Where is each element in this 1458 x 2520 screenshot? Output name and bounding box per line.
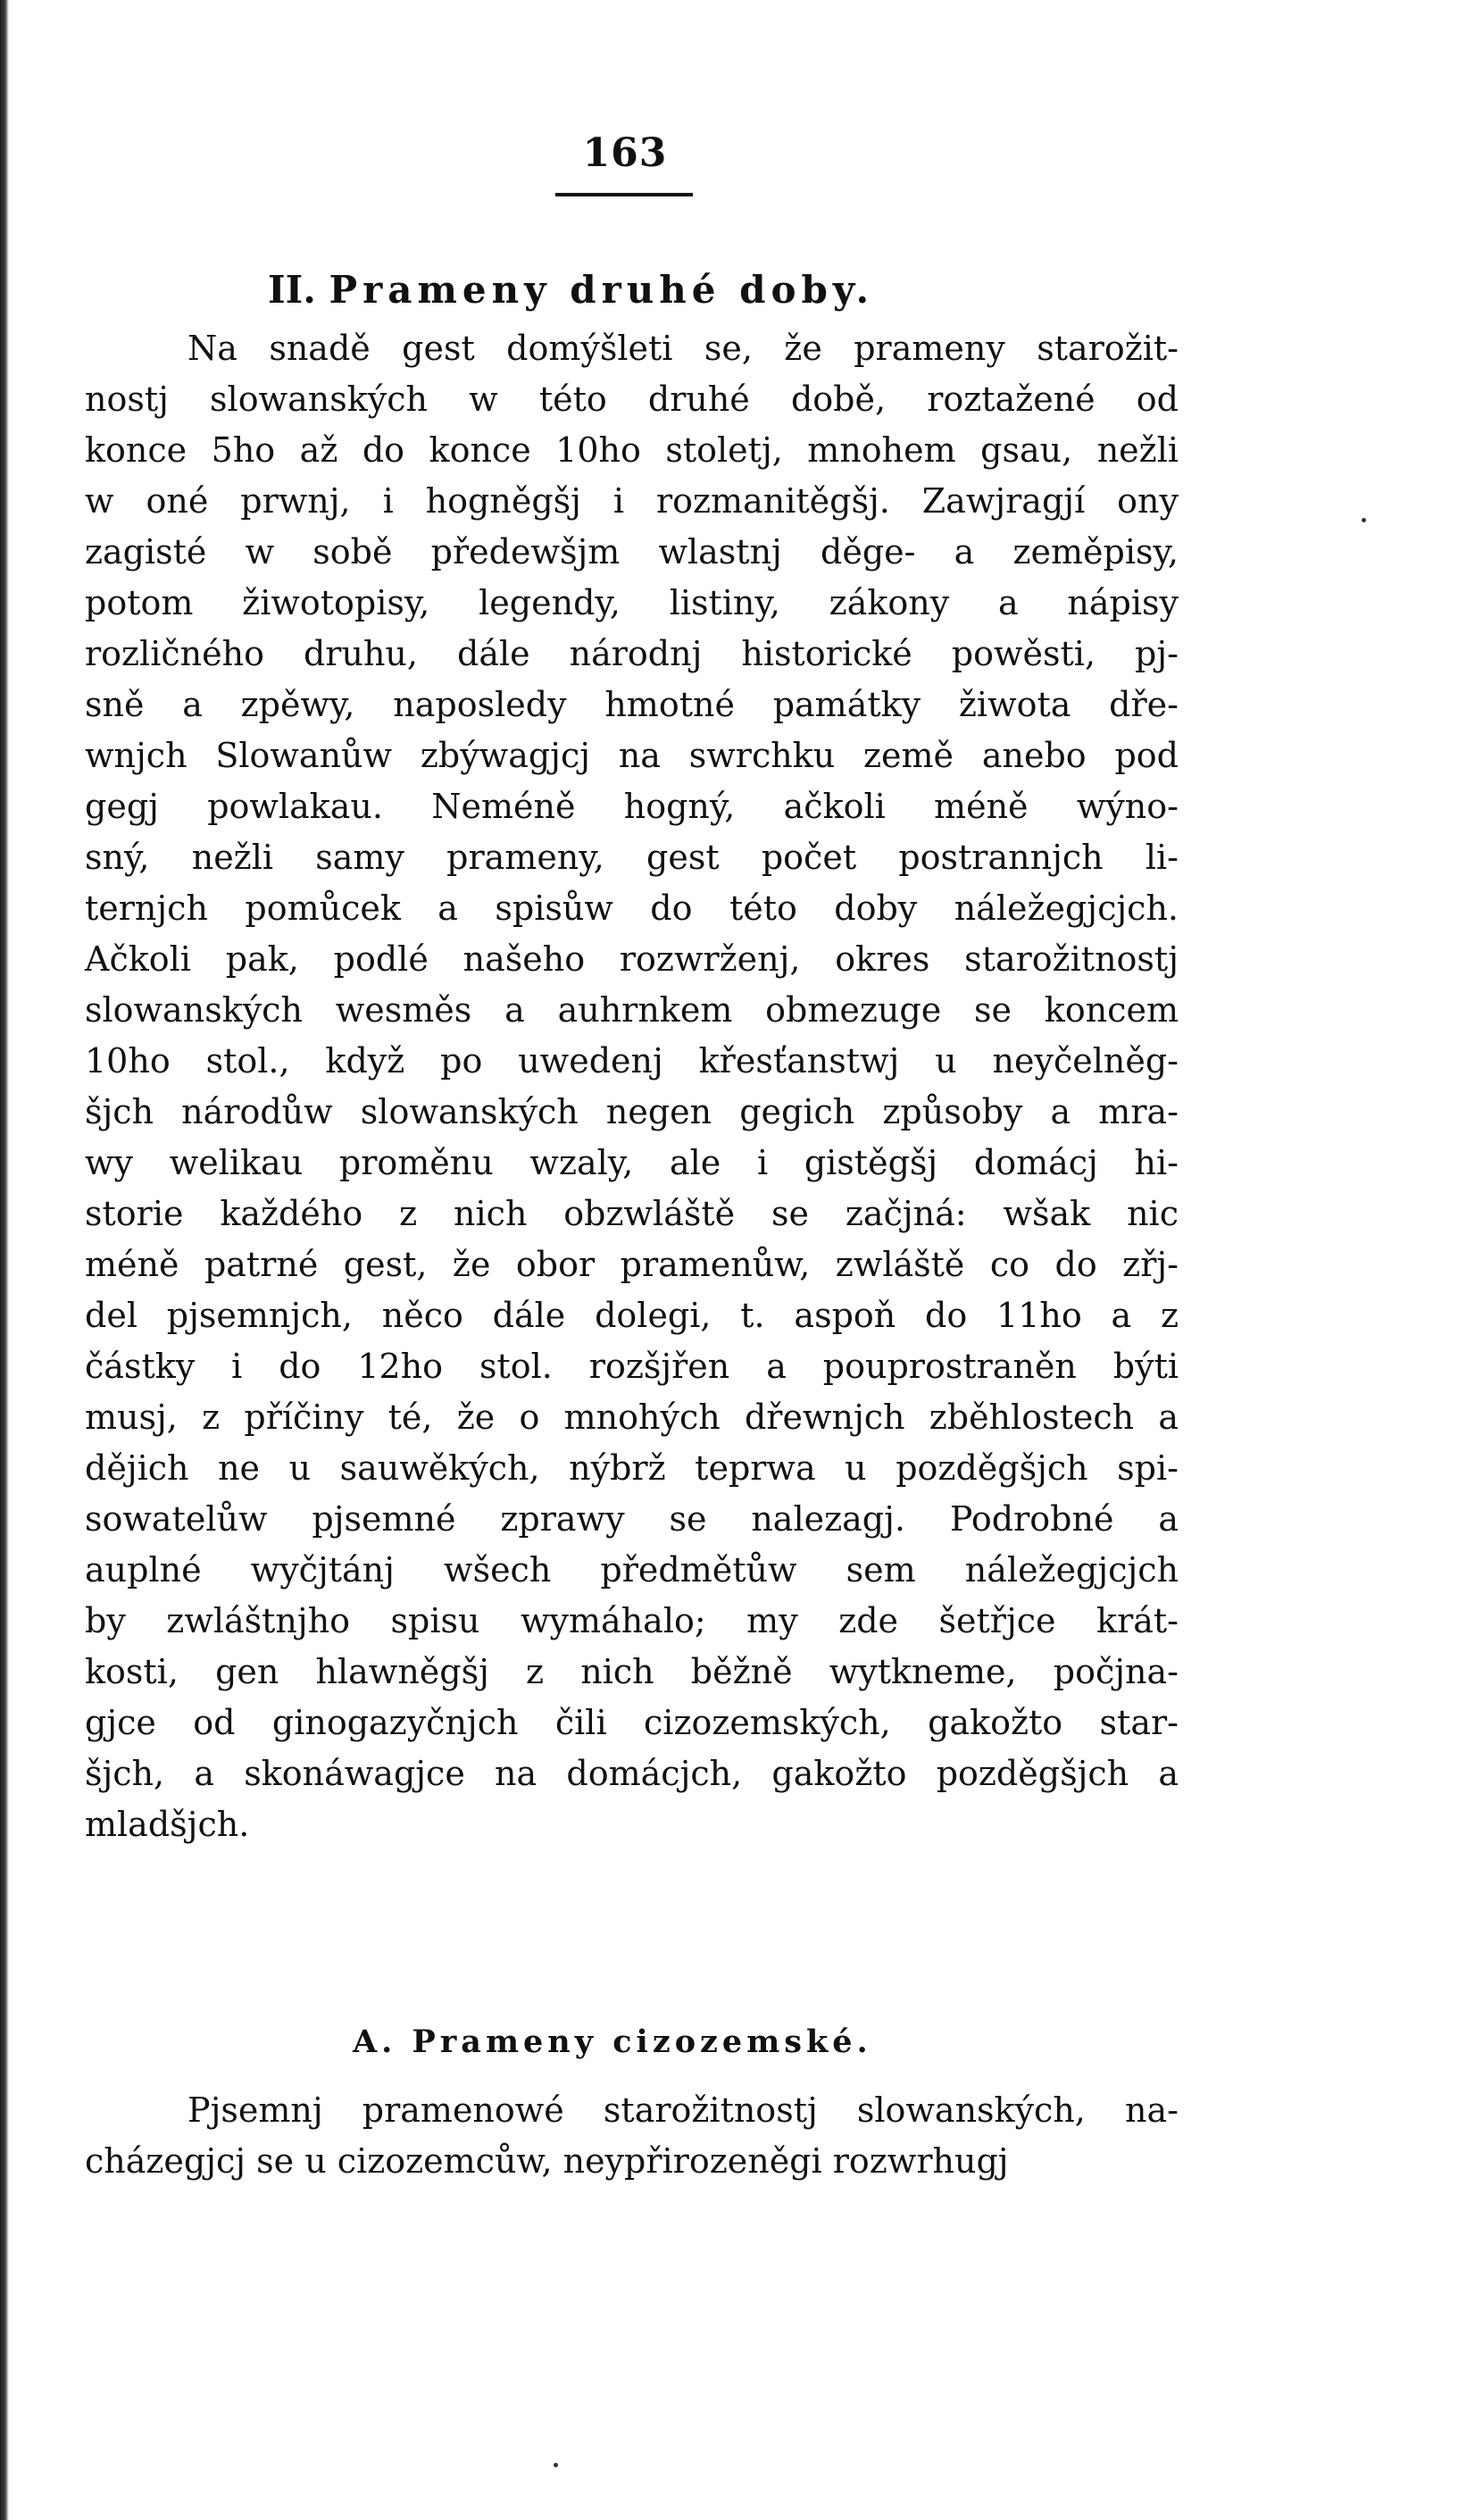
text-line: auplné wyčjtánj wšech předmětůw sem náležegjcjch — [85, 1550, 1179, 1590]
paragraph-1 — [85, 323, 1179, 1850]
text-line: kosti, gen hlawněgšj z nich běžně wytkneme, počjna- — [85, 1652, 1179, 1691]
section-heading-title: Prameny druhé doby. — [329, 268, 875, 312]
text-line: gegj powlakau. Neméně hogný, ačkoli méně wýno- — [85, 787, 1179, 826]
text-line: wy welikau proměnu wzaly, ale i gistěgšj domácj hi- — [85, 1143, 1179, 1182]
subsection-heading: A. Prameny cizozemské. — [353, 2024, 872, 2060]
text-line: šjch národůw slowanských negen gegich způsoby a mra- — [85, 1092, 1179, 1131]
text-line: sowatelůw pjsemné zprawy se nalezagj. Podrobné a — [85, 1499, 1179, 1539]
section-heading — [268, 268, 1250, 313]
page-edge-shadow — [0, 0, 9, 2520]
text-line: mladšjch. — [85, 1805, 250, 1844]
text-line: dějich ne u sauwěkých, nýbrž teprwa u pozděgšjch spi- — [85, 1448, 1179, 1488]
text-line: nostj slowanských w této druhé době, roztažené od — [85, 380, 1179, 419]
page-number-rule — [555, 193, 693, 196]
text-line: ternjch pomůcek a spisůw do této doby náležegjcjch. — [85, 889, 1179, 928]
text-line: cházegjcj se u cizozemcůw, neypřirozeněgi rozwrhugj — [85, 2141, 1009, 2181]
text-line: wnjch Slowanůw zbýwagjcj na swrchku země anebo pod — [85, 736, 1179, 775]
text-line: 10ho stol., když po uwedenj křesťanstwj u neyčelněg- — [85, 1041, 1179, 1081]
stray-dot — [554, 2463, 558, 2467]
text-line: Pjsemnj pramenowé starožitnostj slowanských, na- — [187, 2090, 1179, 2130]
text-line: del pjsemnjch, něco dále dolegi, t. aspoň do 11ho a z — [85, 1296, 1179, 1335]
text-line: gjce od ginogazyčnjch čili cizozemských, gakožto star- — [85, 1703, 1179, 1742]
stray-dot — [1362, 518, 1366, 522]
text-line: konce 5ho až do konce 10ho stoletj, mnohem gsau, nežli — [85, 430, 1179, 470]
text-line: potom žiwotopisy, legendy, listiny, zákony a nápisy — [85, 583, 1179, 622]
text-line: zagisté w sobě předewšjm wlastnj děge- a zeměpisy, — [85, 532, 1179, 572]
page-number: 163 — [582, 130, 668, 176]
section-heading-numeral: II. — [268, 268, 316, 312]
text-line: Na snadě gest domýšleti se, že prameny starožit- — [187, 329, 1179, 368]
text-line: sně a zpěwy, naposledy hmotné památky žiwota dře- — [85, 685, 1179, 724]
text-line: částky i do 12ho stol. rozšjřen a pouprostraněn býti — [85, 1347, 1179, 1386]
text-line: Ačkoli pak, podlé našeho rozwrženj, okres starožitnostj — [85, 939, 1179, 979]
text-line: w oné prwnj, i hogněgšj i rozmanitěgšj. Zawjragjí ony — [85, 481, 1179, 521]
text-line: storie každého z nich obzwláště se začjná: wšak nic — [85, 1194, 1179, 1233]
text-line: sný, nežli samy prameny, gest počet postrannjch li- — [85, 838, 1179, 877]
text-line: méně patrné gest, že obor pramenůw, zwláště co do zřj- — [85, 1245, 1179, 1284]
text-line: šjch, a skonáwagjce na domácjch, gakožto pozděgšjch a — [85, 1754, 1179, 1793]
text-line: by zwláštnjho spisu wymáhalo; my zde šetřjce krát- — [85, 1601, 1179, 1640]
text-line: slowanských wesměs a auhrnkem obmezuge se koncem — [85, 990, 1179, 1030]
text-line: musj, z příčiny té, že o mnohých dřewnjch zběhlostech a — [85, 1398, 1179, 1437]
paragraph-2 — [85, 2085, 1179, 2187]
text-line: rozličného druhu, dále národnj historické powěsti, pj- — [85, 634, 1179, 673]
